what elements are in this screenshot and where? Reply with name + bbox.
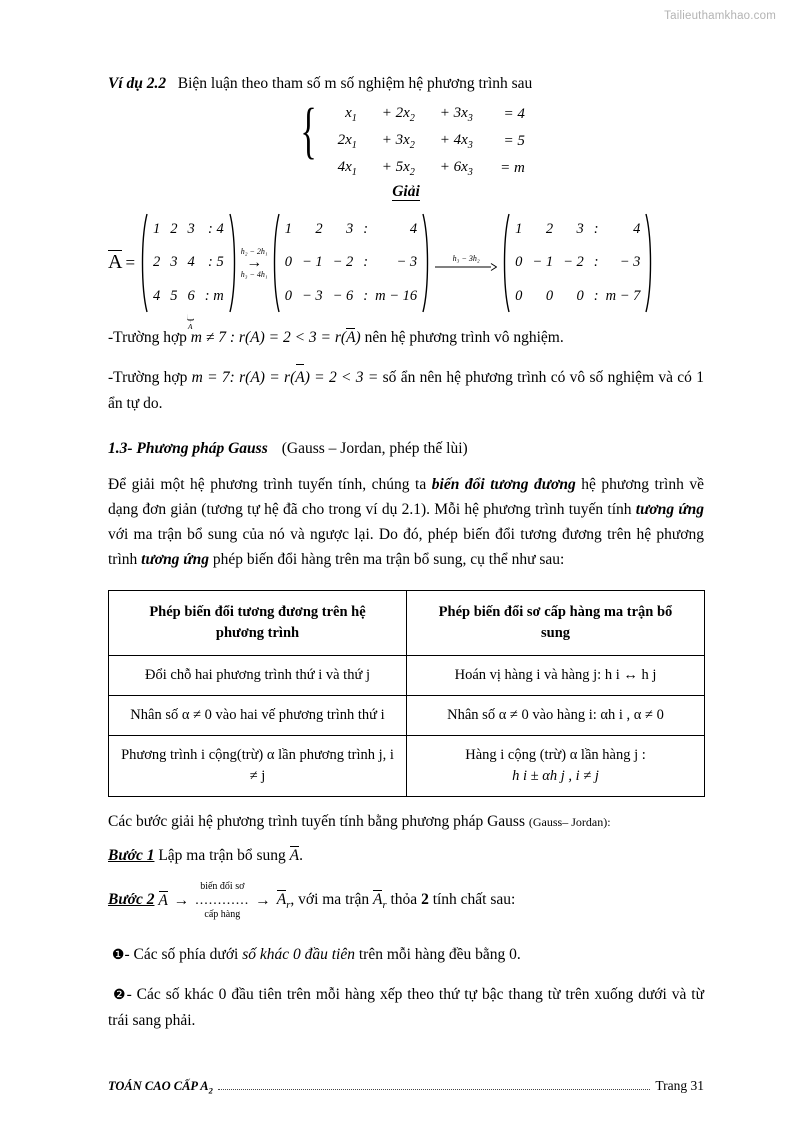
table-row [109,736,705,797]
solution-label: Giải [392,182,420,200]
matrix-row [510,213,645,246]
step-2-result-2: $A_r$ [373,891,387,912]
example-title [108,74,704,95]
step-2-transform [158,881,290,920]
properties-list [108,942,704,1032]
case-math: r(A) = r( [234,368,296,386]
arrow-icon: → [246,253,263,271]
op-top-label: h₂ − 2h₁ [240,246,268,256]
paren-left [500,213,510,313]
matrix-cell: − 3 [396,254,418,271]
step-1-label: Bước 1 [108,847,155,865]
case-after: số ẩn [382,368,416,386]
equation-system [108,96,704,182]
case-math-tail: ) = 2 < 3 = [304,368,383,386]
bullet-text: - Các số phía dưới [124,946,243,964]
step-2-result: $A_r$ [276,890,291,911]
matrix-row [280,280,422,313]
matrix-cell: 4 [153,287,161,304]
row-operation-1 [241,247,268,280]
matrix-row [510,280,645,313]
matrix-cell: 3 [187,221,195,238]
step-2-label: Bước 2 [108,891,155,909]
matrix-cell: − 1 [301,254,323,271]
body-text: hệ phương trình về dạng đơn giản (tương tự hệ đã cho trong ví dụ 2.1). Mỗi hệ phương trình tuyến tính [108,475,704,518]
example-text: Biện luận theo tham số m số nghiệm hệ phương trình sau [177,75,533,92]
eq-sub: 2 [409,112,415,124]
table-cell-right: Hoán vị hàng i và hàng j: h i ↔ h j [407,656,705,696]
underbrace-label: A [187,321,193,331]
matrix-3 [500,213,655,313]
paren-right [229,213,239,313]
step-2-over-label: biến đổi sơ [200,881,245,893]
matrix-cell: 0 [515,254,523,271]
matrix-cell: 2 [170,221,178,238]
equation-row [313,155,525,182]
system-brace: { [300,96,317,165]
matrix-cell: 1 [153,221,161,238]
long-arrow-icon [435,262,497,272]
steps-intro-small: (Gauss– Jordan): [528,815,611,830]
matrix-separator: : [593,221,599,238]
table-cell-line: Hàng i cộng (trừ) α lần hàng j : [465,747,646,764]
table-header-right: Phép biến đổi sơ cấp hàng ma trận bổ sung [407,591,705,656]
list-item [108,982,704,1033]
matrix-cell: 2 [545,221,554,238]
matrix-body [510,213,645,313]
matrix-cell: 1 [284,221,292,238]
eq-term: + 3x [381,131,410,148]
matrix-row [510,246,645,279]
bullet-number: ❶ [111,948,125,964]
eq-term: + 6x [439,158,468,175]
bullet-text: trên mỗi hàng đều bằng 0. [355,946,521,964]
matrix-cell: − 6 [332,287,354,304]
matrix-body [280,213,422,313]
matrix-cell: 3 [576,221,584,238]
matrix-cell: − 1 [532,254,554,271]
matrix-cell: 0 [545,287,554,304]
step-2-under-label: cấp hàng [204,908,241,920]
case-prefix: -Trường hợp [108,368,192,386]
eq-sub: 2 [409,139,415,151]
eq-term: + 2x [381,104,410,121]
case-math: r(A) = 2 < 3 = r( [235,328,347,346]
table-cell-right [407,736,705,797]
case-condition: m ≠ 7 : [190,328,236,346]
footer-left: TOÁN CAO CẤP $A_2$ [108,1078,213,1095]
body-text: Để giải một hệ phương trình tuyến tính, chúng ta [108,475,432,493]
table-cell-line: h i ± αh j , i ≠ j [512,768,599,785]
matrix-separator: : [363,287,369,304]
body-text: với ma trận bổ sung của nó và ngược lại. Do đó, phép biến đổi tương đương trên hệ phương trình [108,525,704,568]
equals-sign: = [125,252,136,272]
step-1-symbol: A [289,847,300,865]
matrix-row [280,246,422,279]
op-label: h₃ − 3h₂ [452,253,480,263]
eq-sub: 1 [351,112,357,124]
steps-intro [108,813,704,831]
body-emphasis: tương ứng [635,500,705,518]
case-math-overline: A [346,328,356,346]
eq-term: x [345,104,352,121]
matrix-cell: 1 [515,221,523,238]
row-operation-2 [435,254,497,272]
matrix-cell: − 3 [619,254,641,271]
table-cell-left: Nhân số α ≠ 0 vào hai vế phương trình thứ i [109,696,407,736]
step-2 [108,881,704,920]
paren-right [645,213,655,313]
bullet-emphasis: số khác 0 đầu tiên [242,946,355,964]
section-body [108,472,704,572]
eq-sub: 3 [467,139,473,151]
matrix-cell: − 3 [301,287,323,304]
case-suffix: nên hệ phương trình vô nghiệm. [360,328,564,346]
watermark: Tailieuthamkhao.com [664,10,776,22]
matrix-separator: : [593,287,599,304]
case-math-overline: A [295,365,304,391]
matrix-2 [270,213,432,313]
equation-row [313,128,525,155]
matrix-cell: 2 [153,254,161,271]
case-suffix: nên hệ phương trình có vô số nghiệm và có 1 ẩn tự do. [108,368,704,413]
body-emphasis: tương ứng [141,550,209,568]
table-row [109,656,705,696]
matrix-separator: : [593,254,599,271]
step-2-tail2: thỏa [386,891,422,909]
body-text: phép biến đổi hàng trên ma trận bổ sung, cụ thể như sau: [208,550,565,568]
matrix-cell: 4 [187,254,195,271]
step-2-symbol: A [158,891,168,909]
matrix-separator: : [363,221,369,238]
eq-term: 4x [337,158,352,175]
matrix-row [148,280,229,331]
body-emphasis: biến đổi tương đương [431,475,576,493]
matrix-cell: 0 [284,254,292,271]
page-content [108,74,704,1033]
section-subtitle: (Gauss – Jordan, phép thế lùi) [281,439,468,457]
step-2-dots: ............ [195,892,250,908]
matrix-1 [138,213,239,331]
matrix-reduction-chain [108,213,704,331]
paren-left [270,213,280,313]
equation-row [313,101,525,128]
list-item [108,942,704,968]
matrix-row [280,213,422,246]
matrix-cell: : 4 [208,221,224,238]
equations-grid [313,101,525,182]
case-1 [108,329,704,347]
step-2-tail3: tính chất sau: [428,891,516,909]
matrix-cell: 2 [315,221,323,238]
table-header-row [109,591,705,656]
matrix-cell: 0 [284,287,292,304]
matrix-cell: m − 7 [605,287,641,304]
step-1-text: Lập ma trận bổ sung [158,847,290,865]
matrix-row [148,246,229,279]
bullet-number: ❷ [112,987,127,1003]
case-math-tail: ) [355,328,361,346]
matrix-cell: : 5 [208,254,224,271]
matrix-cell: 3 [346,221,354,238]
matrix-cell: 4 [409,221,418,238]
table-cell-left: Đổi chỗ hai phương trình thứ i và thứ j [109,656,407,696]
matrix-body [148,213,229,331]
table-cell-left: Phương trình i cộng(trừ) α lần phương trình j, i ≠ j [109,736,407,797]
matrix-cell: 0 [576,287,584,304]
arrow-icon: → [173,891,190,909]
eq-rhs: = m [500,159,525,176]
eq-term: + 3x [439,104,468,121]
eq-rhs: = 4 [503,105,525,122]
eq-sub: 3 [467,112,473,124]
case-condition: m = 7: [191,368,235,386]
paren-right [422,213,432,313]
eq-term: + 4x [439,131,468,148]
table-row [109,696,705,736]
eq-term: + 5x [381,158,410,175]
case-2 [108,365,704,418]
step-2-count: 2 [421,891,429,909]
step-2-tail: , với ma trận [290,891,374,909]
footer-page-number: Trang 31 [655,1077,704,1093]
eq-sub: 1 [351,139,357,151]
steps-intro-text: Các bước giải hệ phương trình tuyến tính bằng phương pháp Gauss [108,813,529,831]
table-cell-right: Nhân số α ≠ 0 vào hàng i: αh i , α ≠ 0 [407,696,705,736]
matrix-cell: 5 [170,287,178,304]
step-2-operation [195,881,249,920]
footer-dots [218,1088,651,1090]
matrix-cell: m − 16 [375,287,418,304]
section-title: 1.3- Phương pháp Gauss [108,439,268,457]
eq-sub: 3 [467,166,473,178]
matrix-cell: 4 [633,221,641,238]
case-prefix: -Trường hợp [108,328,191,346]
matrix-cell: : m [204,287,224,304]
eq-rhs: = 5 [503,132,525,149]
eq-sub: 1 [351,166,357,178]
eq-sub: 2 [409,166,415,178]
example-label: Ví dụ 2.2 [108,75,167,92]
matrix-separator: : [363,254,369,271]
arrow-icon: → [255,891,271,909]
augmented-matrix-symbol: A [108,251,123,274]
op-bottom-label: h₃ − 4h₁ [240,270,268,280]
matrix-cell: 3 [170,254,178,271]
page-footer [108,1078,704,1096]
eq-term: 2x [337,131,352,148]
matrix-cell: 6 A [187,287,195,331]
matrix-row [148,213,229,246]
underbrace [187,314,194,331]
row-operations-table [108,590,705,797]
paren-left [138,213,148,313]
matrix-cell: − 2 [563,254,584,271]
step-1-tail: . [299,847,303,865]
step-1 [108,847,704,865]
matrix-cell: 0 [515,287,523,304]
bullet-text: - Các số khác 0 đầu tiên trên mỗi hàng xếp theo thứ tự bậc thang từ trên xuống dưới và từ trái sang phải. [108,985,705,1029]
section-heading [108,440,704,458]
matrix-cell: − 2 [332,254,354,271]
table-header-left: Phép biến đổi tương đương trên hệ phương trình [109,591,407,656]
